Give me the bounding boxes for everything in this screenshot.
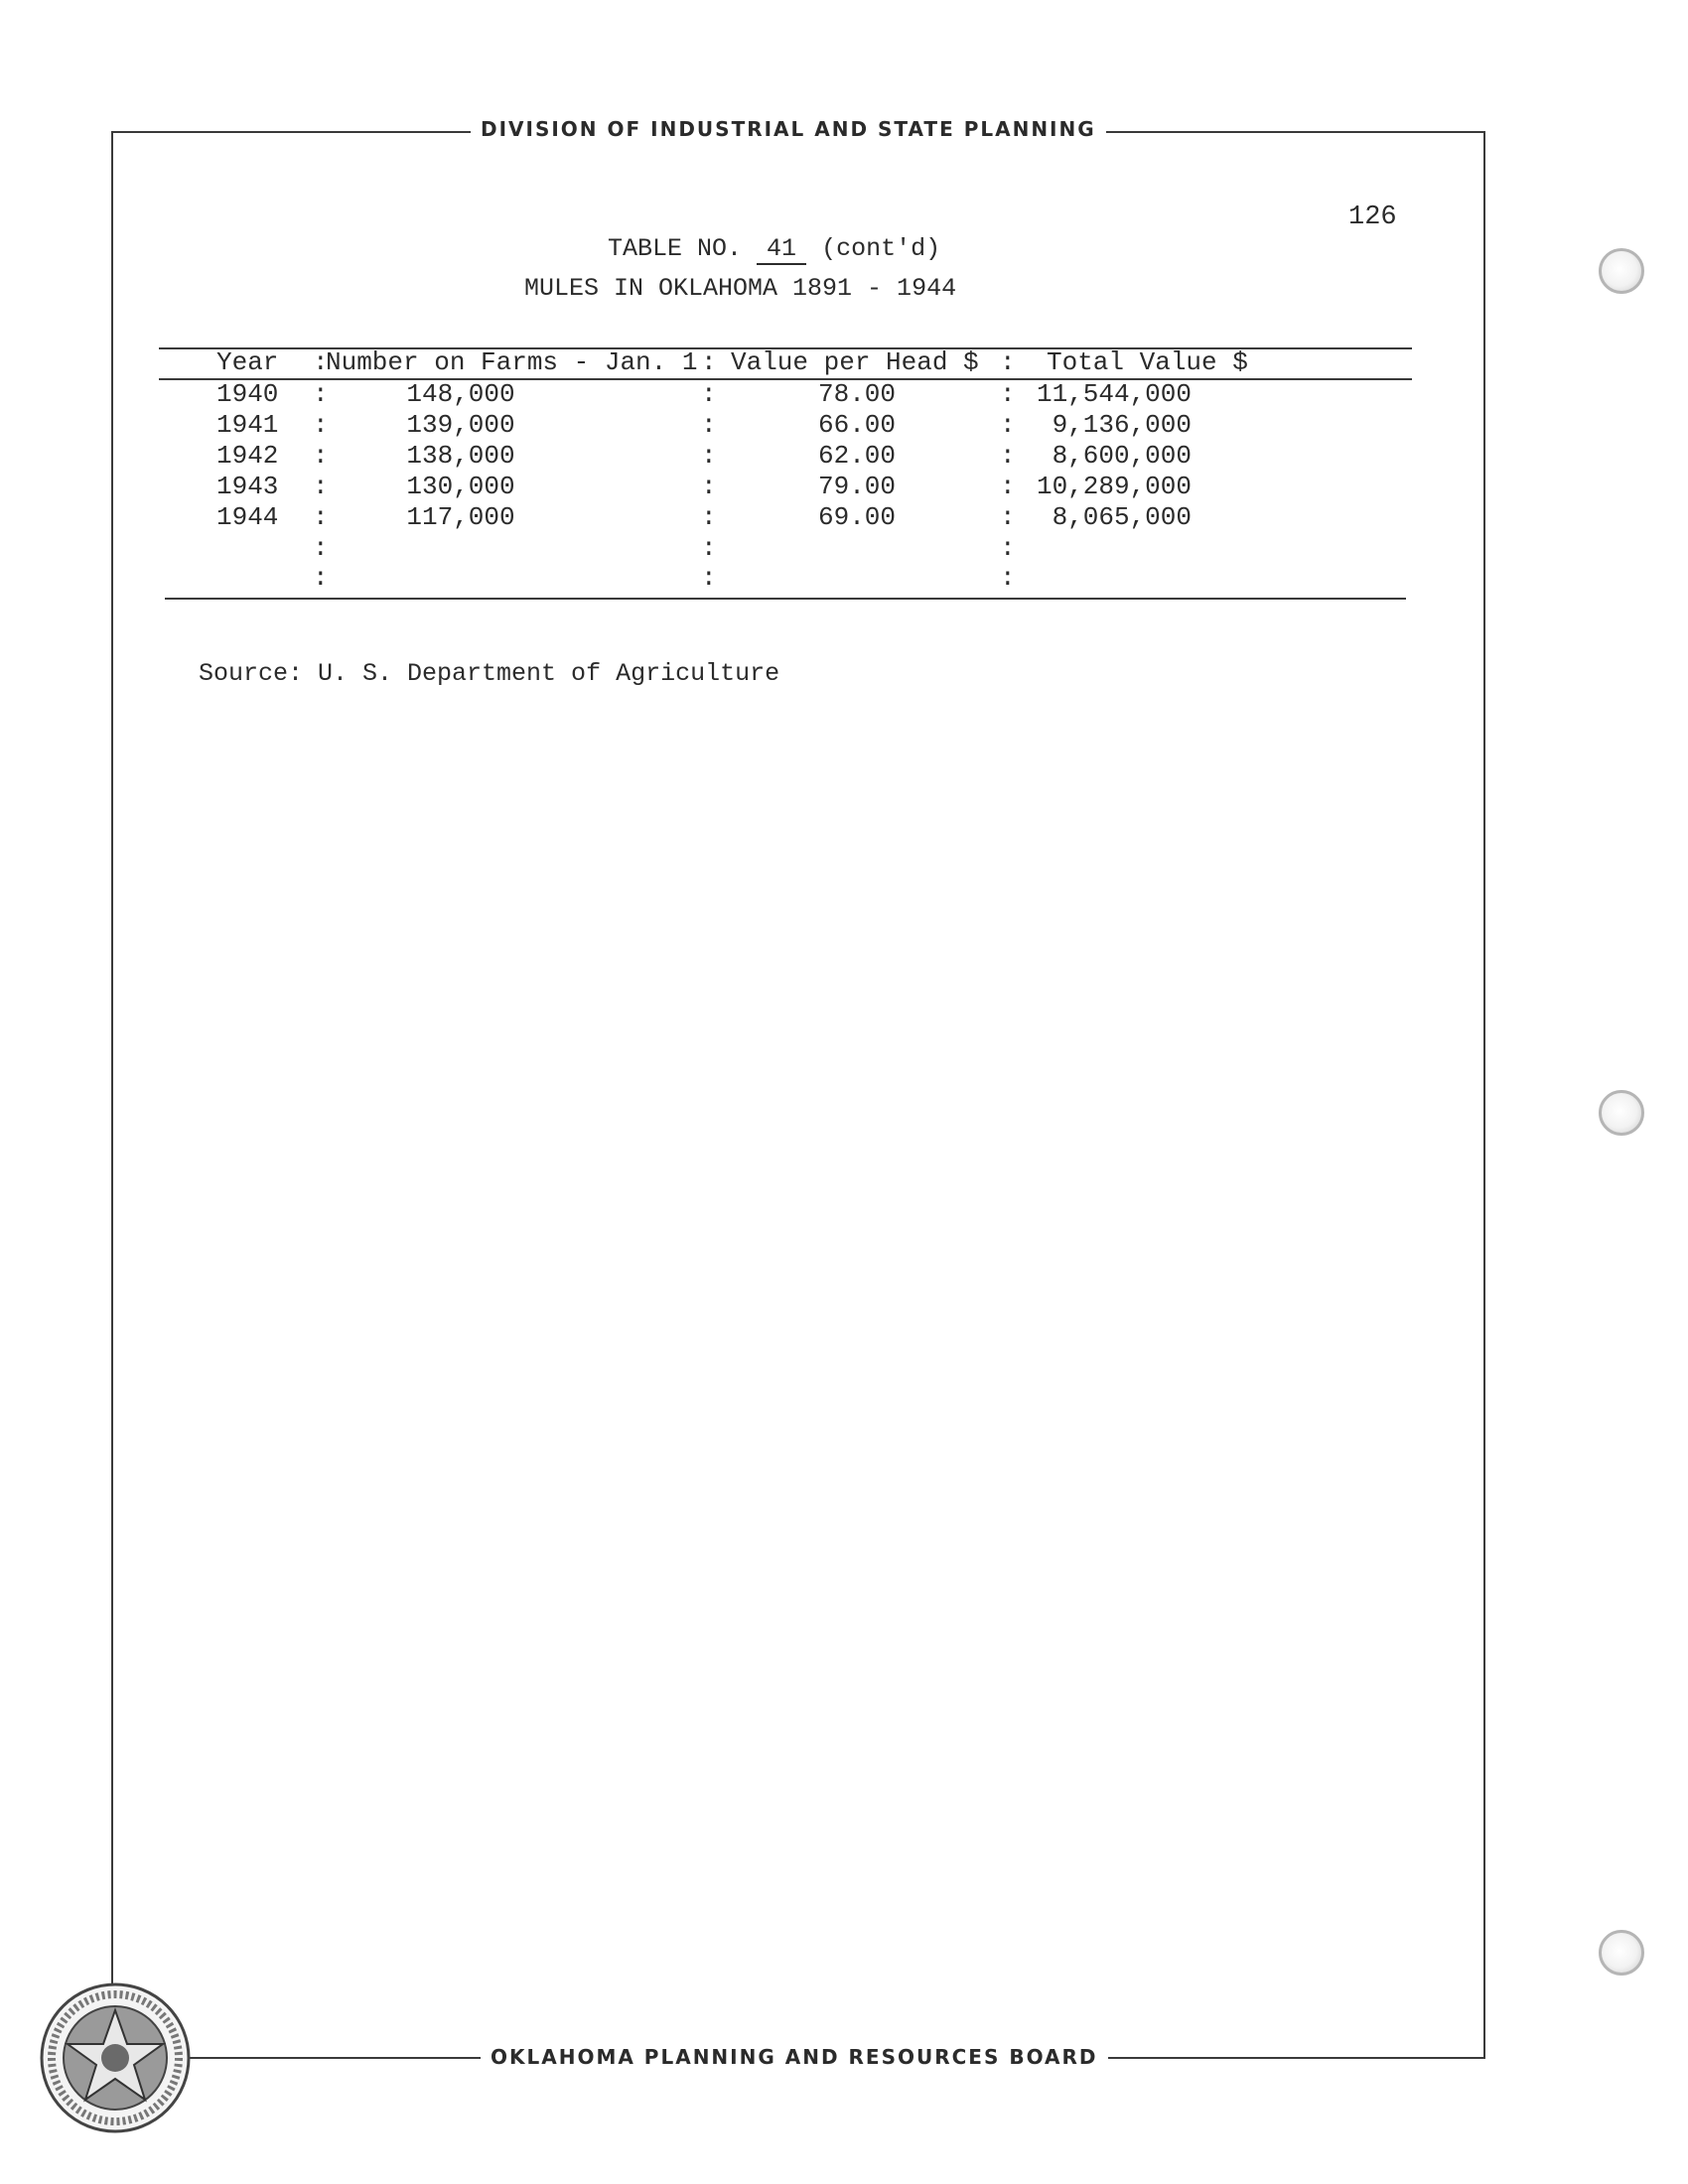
column-separator: : bbox=[313, 347, 329, 377]
cell-year: 1943 bbox=[216, 472, 279, 501]
column-separator: : bbox=[1000, 347, 1016, 377]
cell-value-per-head: 79.00 bbox=[817, 472, 896, 501]
page-number: 126 bbox=[1348, 203, 1397, 232]
column-separator: : bbox=[701, 502, 717, 532]
cell-value-per-head: 78.00 bbox=[817, 379, 896, 409]
cell-value-per-head: 69.00 bbox=[817, 502, 896, 532]
column-separator: : bbox=[1000, 502, 1016, 532]
column-separator: : bbox=[313, 502, 329, 532]
table-title-prefix: TABLE NO. bbox=[608, 234, 743, 263]
column-separator: : bbox=[701, 441, 717, 471]
board-footer: OKLAHOMA PLANNING AND RESOURCES BOARD bbox=[481, 2045, 1108, 2069]
column-separator: : bbox=[313, 563, 329, 593]
binder-hole bbox=[1599, 248, 1644, 294]
table-title bbox=[608, 234, 940, 265]
table-number: 41 bbox=[757, 234, 806, 265]
cell-total-value: 9,136,000 bbox=[1052, 410, 1192, 440]
column-header-year: Year bbox=[216, 347, 279, 377]
cell-total-value: 11,544,000 bbox=[1036, 379, 1192, 409]
table-subtitle: MULES IN OKLAHOMA 1891 - 1944 bbox=[524, 274, 957, 303]
column-separator: : bbox=[313, 472, 329, 501]
table-bottom-rule bbox=[165, 598, 1406, 600]
column-separator: : bbox=[701, 563, 717, 593]
column-separator: : bbox=[701, 533, 717, 563]
column-separator: : bbox=[701, 410, 717, 440]
cell-total-value: 10,289,000 bbox=[1036, 472, 1192, 501]
source-note: Source: U. S. Department of Agriculture bbox=[199, 659, 780, 688]
cell-value-per-head: 66.00 bbox=[817, 410, 896, 440]
table-title-suffix: (cont'd) bbox=[821, 234, 941, 263]
binder-hole bbox=[1599, 1090, 1644, 1136]
column-header-total-value: Total Value $ bbox=[1047, 347, 1248, 377]
cell-total-value: 8,065,000 bbox=[1052, 502, 1192, 532]
column-separator: : bbox=[1000, 533, 1016, 563]
column-separator: : bbox=[701, 347, 717, 377]
cell-number-on-farms: 117,000 bbox=[406, 502, 515, 532]
cell-value-per-head: 62.00 bbox=[817, 441, 896, 471]
column-header-number: Number on Farms - Jan. 1 bbox=[326, 347, 698, 377]
oklahoma-seal-icon bbox=[38, 1980, 193, 2135]
binder-hole bbox=[1599, 1930, 1644, 1976]
cell-total-value: 8,600,000 bbox=[1052, 441, 1192, 471]
cell-number-on-farms: 139,000 bbox=[406, 410, 515, 440]
column-separator: : bbox=[313, 410, 329, 440]
cell-number-on-farms: 130,000 bbox=[406, 472, 515, 501]
column-separator: : bbox=[1000, 472, 1016, 501]
column-separator: : bbox=[1000, 379, 1016, 409]
column-separator: : bbox=[313, 533, 329, 563]
cell-year: 1944 bbox=[216, 502, 279, 532]
cell-number-on-farms: 148,000 bbox=[406, 379, 515, 409]
column-separator: : bbox=[313, 379, 329, 409]
column-header-value-per-head: Value per Head $ bbox=[731, 347, 979, 377]
division-header: DIVISION OF INDUSTRIAL AND STATE PLANNING bbox=[471, 117, 1106, 141]
cell-year: 1942 bbox=[216, 441, 279, 471]
cell-year: 1940 bbox=[216, 379, 279, 409]
column-separator: : bbox=[1000, 410, 1016, 440]
cell-year: 1941 bbox=[216, 410, 279, 440]
column-separator: : bbox=[1000, 563, 1016, 593]
cell-number-on-farms: 138,000 bbox=[406, 441, 515, 471]
column-separator: : bbox=[313, 441, 329, 471]
column-separator: : bbox=[701, 379, 717, 409]
column-separator: : bbox=[701, 472, 717, 501]
column-separator: : bbox=[1000, 441, 1016, 471]
